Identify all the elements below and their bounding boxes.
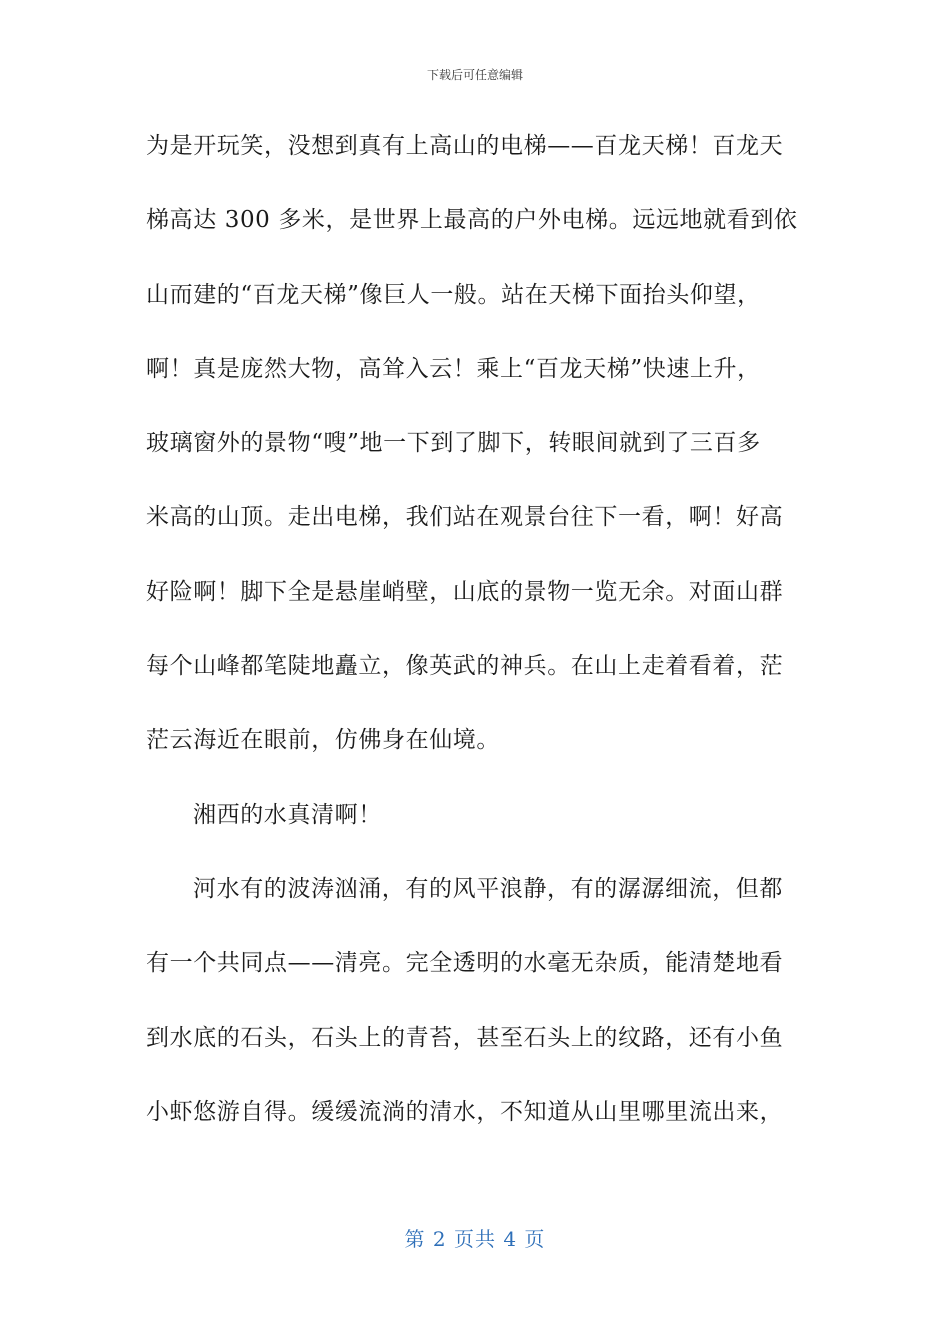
page-number: 第 2 页共 4 页 bbox=[404, 1227, 546, 1251]
text-line: 茫云海近在眼前，仿佛身在仙境。 bbox=[146, 727, 500, 754]
page-header: 下载后可任意编辑 bbox=[426, 68, 523, 82]
text-line: 河水有的波涛汹涌，有的风平浪静，有的潺潺细流，但都 bbox=[193, 875, 783, 902]
text-line: 山而建的“百龙天梯”像巨人一般。站在天梯下面抬头仰望， bbox=[146, 281, 761, 308]
text-line: 到水底的石头，石头上的青苔，甚至石头上的纹路，还有小鱼 bbox=[146, 1024, 784, 1051]
paragraph-heading: 湘西的水真清啊！ bbox=[193, 801, 382, 828]
text-line: 小虾悠游自得。缓缓流淌的清水，不知道从山里哪里流出来， bbox=[146, 1098, 784, 1125]
text-line: 好险啊！脚下全是悬崖峭壁，山底的景物一览无余。对面山群 bbox=[146, 578, 784, 605]
text-line: 有一个共同点——清亮。完全透明的水毫无杂质，能清楚地看 bbox=[146, 950, 784, 977]
text-line: 啊！真是庞然大物，高耸入云！乘上“百龙天梯”快速上升， bbox=[146, 355, 761, 382]
text-line: 米高的山顶。走出电梯，我们站在观景台往下一看，啊！好高 bbox=[146, 504, 784, 531]
document-body bbox=[146, 127, 806, 1167]
text-line: 为是开玩笑，没想到真有上高山的电梯——百龙天梯！百龙天 bbox=[146, 133, 784, 159]
page-footer bbox=[0, 1226, 950, 1252]
text-line: 玻璃窗外的景物“嗖”地一下到了脚下，转眼间就到了三百多 bbox=[146, 430, 761, 457]
text-line: 梯高达 300 多米，是世界上最高的户外电梯。远远地就看到依 bbox=[146, 207, 798, 234]
text-line: 每个山峰都笔陡地矗立，像英武的神兵。在山上走着看着，茫 bbox=[146, 653, 784, 680]
